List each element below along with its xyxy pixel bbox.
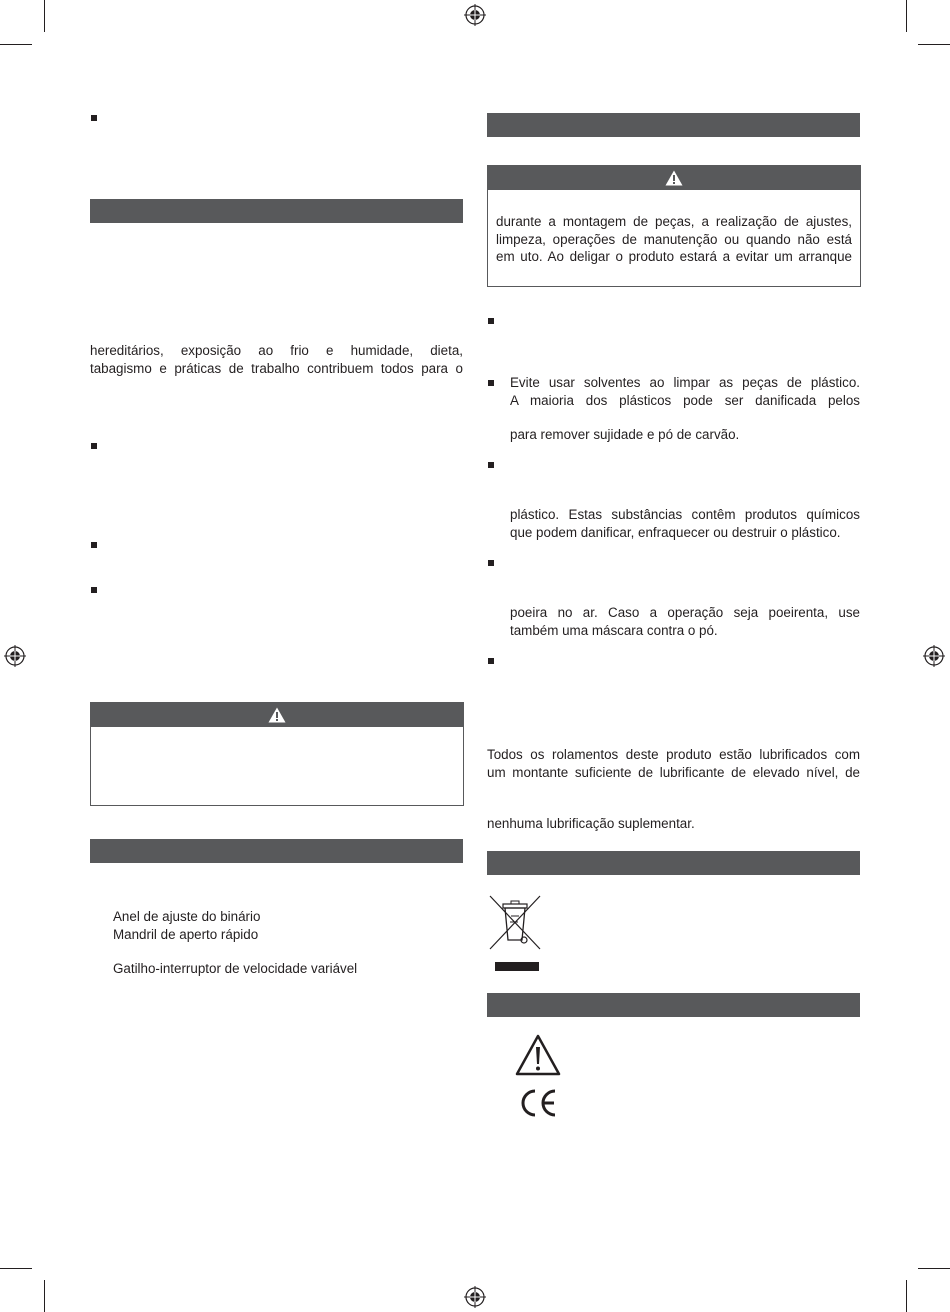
text-line: um montante suficiente de lubrificante de elevado nível, de bbox=[487, 764, 860, 780]
text-line: tabagismo e práticas de trabalho contribuem todos para o bbox=[90, 360, 463, 376]
crop-mark bbox=[918, 1268, 950, 1269]
crop-mark bbox=[44, 0, 45, 32]
warning-box bbox=[487, 165, 861, 287]
warning-box-header bbox=[488, 166, 860, 190]
component-list-item: Anel de ajuste do binário bbox=[113, 909, 261, 924]
section-header-bar bbox=[90, 839, 463, 863]
crop-mark bbox=[44, 1280, 45, 1312]
list-bullet bbox=[91, 542, 97, 548]
text-line: em uto. Ao deligar o produto estará a evitar um arranque bbox=[496, 249, 852, 264]
list-bullet bbox=[91, 115, 97, 121]
crop-mark bbox=[918, 44, 950, 45]
solvents-paragraph bbox=[510, 374, 860, 409]
warning-triangle-icon bbox=[515, 1034, 561, 1076]
list-bullet bbox=[488, 318, 494, 324]
list-bullet bbox=[488, 462, 494, 468]
text-line: também uma máscara contra o pó. bbox=[510, 622, 718, 638]
section-header-bar bbox=[90, 199, 463, 223]
text-line: nenhuma lubrificação suplementar. bbox=[487, 816, 695, 831]
text-line: para remover sujidade e pó de carvão. bbox=[510, 427, 740, 442]
component-list-item: Gatilho-interruptor de velocidade variável bbox=[113, 961, 358, 976]
ce-mark-icon bbox=[517, 1088, 559, 1118]
list-bullet bbox=[488, 560, 494, 566]
text-line: limpeza, operações de manutenção ou quando não está bbox=[496, 231, 852, 247]
crop-mark bbox=[906, 1280, 907, 1312]
section-header-bar bbox=[487, 113, 860, 137]
registration-mark-icon bbox=[4, 645, 26, 667]
warning-triangle-icon bbox=[665, 170, 683, 186]
text-line: que podem danificar, enfraquecer ou destruir o plástico. bbox=[510, 524, 841, 540]
warning-triangle-icon bbox=[268, 707, 286, 723]
warning-box-header bbox=[91, 703, 463, 727]
warning-text bbox=[496, 213, 852, 266]
text-line: Todos os rolamentos deste produto estão lubrificados com bbox=[487, 747, 860, 762]
component-list-item: Mandril de aperto rápido bbox=[113, 927, 259, 942]
vibration-paragraph bbox=[90, 342, 463, 377]
text-line: poeira no ar. Caso a operação seja poeirenta, use bbox=[510, 605, 860, 620]
warning-box bbox=[90, 702, 464, 806]
crop-mark bbox=[0, 1268, 32, 1269]
text-line: Evite usar solventes ao limpar as peças de plástico. bbox=[510, 375, 860, 390]
text-line: plástico. Estas substâncias contêm produtos químicos bbox=[510, 507, 860, 522]
list-bullet bbox=[488, 658, 494, 664]
list-bullet bbox=[488, 380, 494, 386]
registration-mark-icon bbox=[923, 645, 945, 667]
plastic-paragraph bbox=[510, 506, 860, 541]
dust-paragraph bbox=[510, 604, 860, 639]
text-line: durante a montagem de peças, a realização de ajustes, bbox=[496, 214, 852, 229]
crop-mark bbox=[0, 44, 32, 45]
list-bullet bbox=[91, 443, 97, 449]
text-line: A maioria dos plásticos pode ser danificada pelos bbox=[510, 392, 860, 408]
list-bullet bbox=[91, 587, 97, 593]
lubrication-paragraph bbox=[487, 746, 860, 781]
crop-mark bbox=[906, 0, 907, 32]
registration-mark-icon bbox=[464, 1286, 486, 1308]
section-header-bar bbox=[487, 993, 860, 1017]
text-line: hereditários, exposição ao frio e humidade, dieta, bbox=[90, 343, 463, 358]
section-header-bar bbox=[487, 851, 860, 875]
crossed-out-wheelie-bin-icon bbox=[487, 894, 545, 974]
registration-mark-icon bbox=[464, 4, 486, 26]
